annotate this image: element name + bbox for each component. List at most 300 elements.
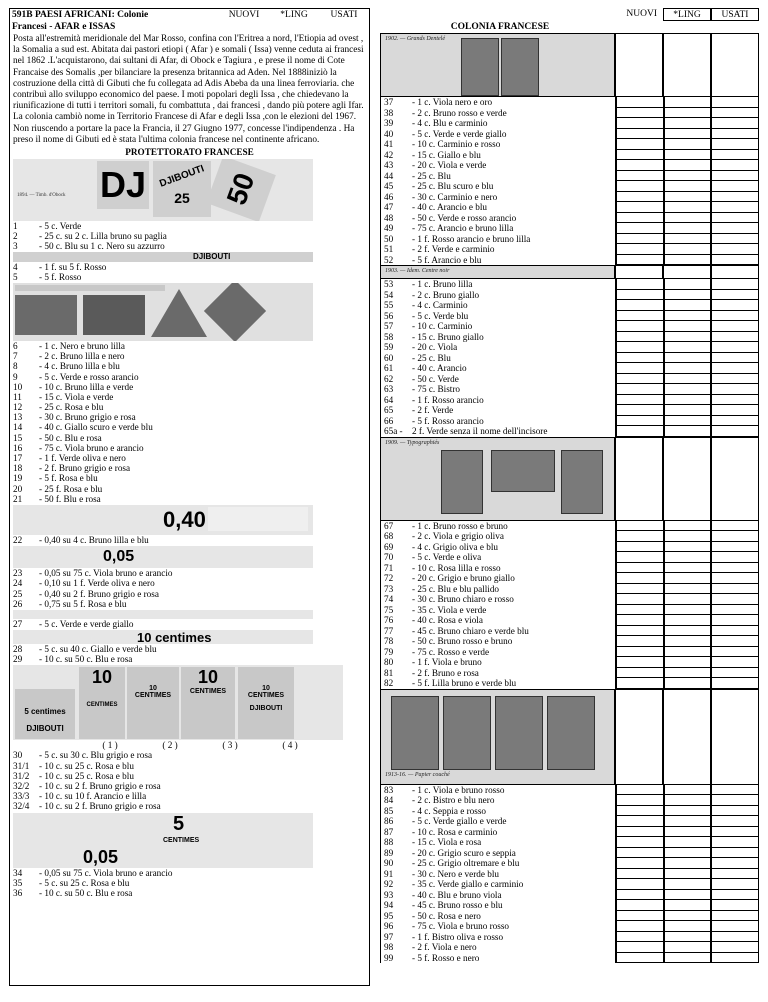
cell-nuovi[interactable] bbox=[616, 332, 664, 343]
cell-ling[interactable] bbox=[664, 816, 712, 827]
cell-ling[interactable] bbox=[664, 858, 712, 869]
cell-ling[interactable] bbox=[664, 374, 712, 385]
item-number: 86 bbox=[384, 816, 394, 826]
cell-usati[interactable] bbox=[711, 636, 759, 647]
cell-ling[interactable] bbox=[664, 171, 712, 182]
cell-usati[interactable] bbox=[711, 244, 759, 255]
cell-ling[interactable] bbox=[664, 395, 712, 406]
cell-usati[interactable] bbox=[711, 139, 759, 150]
cell-ling[interactable] bbox=[664, 192, 712, 203]
cell-nuovi[interactable] bbox=[616, 879, 664, 890]
cell-usati[interactable] bbox=[711, 932, 759, 943]
cell-usati[interactable] bbox=[711, 531, 759, 542]
cell-nuovi[interactable] bbox=[616, 290, 664, 301]
r-image-3: 1909. — Typographiés bbox=[380, 437, 759, 521]
cell-usati[interactable] bbox=[711, 542, 759, 553]
cell-usati[interactable] bbox=[711, 108, 759, 119]
cell-nuovi[interactable] bbox=[616, 953, 664, 964]
col-usati: USATI bbox=[330, 10, 358, 20]
cell-ling[interactable] bbox=[664, 521, 712, 532]
cell-usati[interactable] bbox=[711, 806, 759, 817]
table-row bbox=[380, 563, 759, 574]
cell-ling[interactable] bbox=[664, 129, 712, 140]
cell-nuovi[interactable] bbox=[616, 636, 664, 647]
cell-ling[interactable] bbox=[664, 552, 712, 563]
cell-ling[interactable] bbox=[664, 827, 712, 838]
cell-usati[interactable] bbox=[711, 321, 759, 332]
cell-usati[interactable] bbox=[711, 615, 759, 626]
item-number: 32/2 bbox=[13, 781, 30, 792]
cell-nuovi[interactable] bbox=[616, 932, 664, 943]
cell-nuovi[interactable] bbox=[616, 584, 664, 595]
item-description: - 20 c. Viola e verde bbox=[412, 160, 487, 170]
item-number: 1 bbox=[13, 221, 18, 232]
cell-usati[interactable] bbox=[711, 234, 759, 245]
item-number: 93 bbox=[384, 889, 394, 900]
cell-nuovi[interactable] bbox=[616, 552, 664, 563]
cell-usati[interactable] bbox=[711, 300, 759, 311]
table-row bbox=[380, 785, 759, 796]
cell-ling[interactable] bbox=[664, 118, 712, 129]
cell-ling[interactable] bbox=[664, 647, 712, 658]
cell-usati[interactable] bbox=[711, 911, 759, 922]
cell-ling[interactable] bbox=[664, 785, 712, 796]
cell-usati[interactable] bbox=[711, 363, 759, 374]
cell-ling[interactable] bbox=[664, 531, 712, 542]
cell-ling[interactable] bbox=[664, 108, 712, 119]
cell-nuovi[interactable] bbox=[616, 827, 664, 838]
table-row bbox=[380, 531, 759, 542]
cell-nuovi[interactable] bbox=[616, 181, 664, 192]
table-row bbox=[380, 321, 759, 332]
cell-nuovi[interactable] bbox=[616, 900, 664, 911]
item-number: 9 bbox=[13, 371, 18, 382]
cell-usati[interactable] bbox=[711, 953, 759, 964]
list-item bbox=[10, 578, 369, 588]
cell-ling[interactable] bbox=[664, 932, 712, 943]
item-description: - 40 c. Rosa e viola bbox=[412, 615, 483, 625]
item-description: - 25 c. Blu scuro e blu bbox=[412, 181, 494, 191]
cell-ling[interactable] bbox=[664, 626, 712, 637]
item-number: 74 bbox=[384, 594, 394, 604]
cell-ling[interactable] bbox=[664, 668, 712, 679]
item-description: - 2 f. Verde bbox=[412, 405, 454, 415]
cell-nuovi[interactable] bbox=[616, 97, 664, 108]
cell-nuovi[interactable] bbox=[616, 890, 664, 901]
cell-ling[interactable] bbox=[664, 150, 712, 161]
table-row bbox=[380, 911, 759, 922]
cell-nuovi[interactable] bbox=[616, 521, 664, 532]
cell-usati[interactable] bbox=[711, 678, 759, 689]
table-row bbox=[380, 171, 759, 182]
cell-nuovi[interactable] bbox=[616, 129, 664, 140]
cell-usati[interactable] bbox=[711, 160, 759, 171]
cell-nuovi[interactable] bbox=[616, 139, 664, 150]
list-item bbox=[10, 750, 369, 760]
cell-nuovi[interactable] bbox=[616, 311, 664, 322]
cell-ling[interactable] bbox=[664, 636, 712, 647]
cell-nuovi[interactable] bbox=[616, 615, 664, 626]
item-number: 94 bbox=[384, 900, 394, 910]
cell-ling[interactable] bbox=[664, 332, 712, 343]
cell-usati[interactable] bbox=[711, 858, 759, 869]
cell-usati[interactable] bbox=[711, 626, 759, 637]
cell-usati[interactable] bbox=[711, 213, 759, 224]
cell-usati[interactable] bbox=[711, 785, 759, 796]
group-8 bbox=[10, 750, 369, 811]
item-description: - 50 f. Blu e rosa bbox=[39, 493, 101, 504]
cell-ling[interactable] bbox=[664, 563, 712, 574]
cell-nuovi[interactable] bbox=[616, 353, 664, 364]
item-number: 23 bbox=[13, 568, 23, 579]
table-row bbox=[380, 795, 759, 806]
cell-ling[interactable] bbox=[664, 605, 712, 616]
cell-usati[interactable] bbox=[711, 342, 759, 353]
cell-nuovi[interactable] bbox=[616, 426, 664, 437]
table-row bbox=[380, 405, 759, 416]
cell-usati[interactable] bbox=[711, 223, 759, 234]
cell-usati[interactable] bbox=[711, 384, 759, 395]
table-row bbox=[380, 108, 759, 119]
list-item bbox=[10, 241, 369, 251]
cell-nuovi[interactable] bbox=[616, 647, 664, 658]
cell-nuovi[interactable] bbox=[616, 321, 664, 332]
item-number: 40 bbox=[384, 128, 394, 139]
cell-usati[interactable] bbox=[711, 848, 759, 859]
cell-ling[interactable] bbox=[664, 363, 712, 374]
cell-usati[interactable] bbox=[711, 837, 759, 848]
cell-ling[interactable] bbox=[664, 181, 712, 192]
cell-usati[interactable] bbox=[711, 869, 759, 880]
stamp-triangle bbox=[151, 289, 207, 337]
cell-nuovi[interactable] bbox=[616, 202, 664, 213]
right-header bbox=[380, 8, 759, 21]
table-row bbox=[380, 139, 759, 150]
table-row bbox=[380, 636, 759, 647]
cell-ling[interactable] bbox=[664, 542, 712, 553]
cell-ling[interactable] bbox=[664, 890, 712, 901]
cell-usati[interactable] bbox=[711, 353, 759, 364]
list-item bbox=[10, 361, 369, 371]
item-number: 6 bbox=[13, 340, 18, 351]
cell-ling[interactable] bbox=[664, 921, 712, 932]
cell-nuovi[interactable] bbox=[616, 657, 664, 668]
cell-ling[interactable] bbox=[664, 900, 712, 911]
cell-ling[interactable] bbox=[664, 615, 712, 626]
cell-nuovi[interactable] bbox=[616, 795, 664, 806]
cell-usati[interactable] bbox=[711, 890, 759, 901]
cell-ling[interactable] bbox=[664, 848, 712, 859]
cell-ling[interactable] bbox=[664, 255, 712, 266]
table-row bbox=[380, 521, 759, 532]
cell-ling[interactable] bbox=[664, 353, 712, 364]
item-description: - 4 c. Blu e carminio bbox=[412, 118, 488, 128]
cell-usati[interactable] bbox=[711, 573, 759, 584]
item-description: - 10 c. su 25 c. Rosa e blu bbox=[39, 760, 134, 771]
item-description: - 75 c. Viola bruno e arancio bbox=[39, 442, 144, 453]
cell-ling[interactable] bbox=[664, 139, 712, 150]
item-number: 51 bbox=[384, 244, 394, 254]
cell-nuovi[interactable] bbox=[616, 594, 664, 605]
cell-nuovi[interactable] bbox=[616, 806, 664, 817]
cell-usati[interactable] bbox=[711, 552, 759, 563]
table-row bbox=[380, 626, 759, 637]
cell-usati[interactable] bbox=[711, 900, 759, 911]
item-description: - 10 c. su 25 c. Rosa e blu bbox=[39, 770, 134, 781]
table-row bbox=[380, 869, 759, 880]
cell-nuovi[interactable] bbox=[616, 605, 664, 616]
cell-usati[interactable] bbox=[711, 255, 759, 266]
item-description: - 10 c. Carminio e rosso bbox=[412, 139, 501, 149]
cell-ling[interactable] bbox=[664, 806, 712, 817]
cell-ling[interactable] bbox=[664, 97, 712, 108]
item-number: 54 bbox=[384, 289, 394, 300]
cell-nuovi[interactable] bbox=[616, 416, 664, 427]
cell-nuovi[interactable] bbox=[616, 395, 664, 406]
group-6 bbox=[10, 619, 369, 629]
cell-usati[interactable] bbox=[711, 118, 759, 129]
table-row bbox=[380, 942, 759, 953]
cell-ling[interactable] bbox=[664, 869, 712, 880]
cell-usati[interactable] bbox=[711, 657, 759, 668]
item-description: - 15 c. Bruno giallo bbox=[412, 331, 484, 342]
cell-nuovi[interactable] bbox=[616, 785, 664, 796]
cell-ling[interactable] bbox=[664, 213, 712, 224]
cell-nuovi[interactable] bbox=[616, 668, 664, 679]
overprint-djibouti-25: DJIBOUTI 25 bbox=[153, 161, 211, 217]
cell-ling[interactable] bbox=[664, 279, 712, 290]
cell-nuovi[interactable] bbox=[616, 118, 664, 129]
item-description: - 2 f. Bruno e rosa bbox=[412, 667, 479, 678]
cell-usati[interactable] bbox=[711, 795, 759, 806]
cell-usati[interactable] bbox=[711, 816, 759, 827]
list-item bbox=[10, 351, 369, 361]
list-item bbox=[10, 535, 369, 545]
cell-usati[interactable] bbox=[711, 181, 759, 192]
table-row bbox=[380, 879, 759, 890]
cell-ling[interactable] bbox=[664, 290, 712, 301]
cell-ling[interactable] bbox=[664, 300, 712, 311]
cell-nuovi[interactable] bbox=[616, 911, 664, 922]
item-description: - 10 c. su 50 c. Blu e rosa bbox=[39, 887, 133, 898]
cell-nuovi[interactable] bbox=[616, 108, 664, 119]
item-description: - 2 f. Bruno grigio e rosa bbox=[39, 463, 131, 474]
cell-ling[interactable] bbox=[664, 678, 712, 689]
list-item bbox=[10, 654, 369, 664]
cell-usati[interactable] bbox=[711, 521, 759, 532]
list-item bbox=[10, 433, 369, 443]
cell-ling[interactable] bbox=[664, 342, 712, 353]
cell-nuovi[interactable] bbox=[616, 300, 664, 311]
cell-ling[interactable] bbox=[664, 837, 712, 848]
cell-usati[interactable] bbox=[711, 647, 759, 658]
table-row bbox=[380, 932, 759, 943]
cell-usati[interactable] bbox=[711, 584, 759, 595]
item-description: - 50 c. Verde bbox=[412, 373, 459, 384]
cell-nuovi[interactable] bbox=[616, 223, 664, 234]
item-number: 77 bbox=[384, 625, 394, 636]
item-number: 84 bbox=[384, 795, 394, 805]
cell-usati[interactable] bbox=[711, 563, 759, 574]
cell-nuovi[interactable] bbox=[616, 213, 664, 224]
colonia-heading: COLONIA FRANCESE bbox=[450, 22, 550, 32]
cell-ling[interactable] bbox=[664, 657, 712, 668]
cell-nuovi[interactable] bbox=[616, 363, 664, 374]
item-number: 27 bbox=[13, 618, 23, 629]
page-subtitle: Francesi - AFAR e ISSAS bbox=[12, 22, 116, 32]
cell-nuovi[interactable] bbox=[616, 244, 664, 255]
cell-usati[interactable] bbox=[711, 202, 759, 213]
cell-usati[interactable] bbox=[711, 416, 759, 427]
item-number: 98 bbox=[384, 942, 394, 952]
item-description: - 1 f. su 5 f. Rosso bbox=[39, 261, 107, 272]
stamp-image-strip-1: DJIBOUTI bbox=[13, 252, 313, 262]
cell-nuovi[interactable] bbox=[616, 279, 664, 290]
cell-nuovi[interactable] bbox=[616, 342, 664, 353]
cell-usati[interactable] bbox=[711, 921, 759, 932]
item-description: - 5 f. Rosa e blu bbox=[39, 473, 98, 484]
item-number: 13 bbox=[13, 412, 23, 423]
item-description: - 25 c. su 2 c. Lilla bruno su paglia bbox=[39, 231, 167, 242]
cell-ling[interactable] bbox=[664, 942, 712, 953]
cell-nuovi[interactable] bbox=[616, 150, 664, 161]
item-description: - 30 c. Carminio e nero bbox=[412, 191, 498, 202]
item-description: - 75 c. Viola e bruno rosso bbox=[412, 921, 510, 931]
cell-nuovi[interactable] bbox=[616, 192, 664, 203]
item-description: - 1 c. Bruno rosso e bruno bbox=[412, 520, 508, 531]
cell-ling[interactable] bbox=[664, 384, 712, 395]
cell-usati[interactable] bbox=[711, 426, 759, 437]
item-description: - 10 c. Rosa lilla e rosso bbox=[412, 562, 501, 573]
cell-nuovi[interactable] bbox=[616, 160, 664, 171]
table-row bbox=[380, 97, 759, 108]
cell-ling[interactable] bbox=[664, 223, 712, 234]
cell-usati[interactable] bbox=[711, 311, 759, 322]
item-description: - 15 c. Viola e verde bbox=[39, 391, 114, 402]
cell-usati[interactable] bbox=[711, 129, 759, 140]
cell-nuovi[interactable] bbox=[616, 384, 664, 395]
cell-nuovi[interactable] bbox=[616, 573, 664, 584]
item-number: 60 bbox=[384, 352, 394, 363]
item-number: 67 bbox=[384, 520, 394, 531]
cell-ling[interactable] bbox=[664, 584, 712, 595]
cell-ling[interactable] bbox=[664, 426, 712, 437]
cell-usati[interactable] bbox=[711, 942, 759, 953]
r-group-4 bbox=[380, 785, 759, 964]
cell-ling[interactable] bbox=[664, 795, 712, 806]
item-description: - 1 c. Nero e bruno lilla bbox=[39, 340, 125, 351]
item-description: - 75 c. Rosso e verde bbox=[412, 646, 490, 657]
item-description: - 25 c. Blu bbox=[412, 352, 451, 363]
item-description: - 1 c. Viola nero e oro bbox=[412, 97, 493, 107]
cell-usati[interactable] bbox=[711, 97, 759, 108]
page-title: 591B PAESI AFRICANI: Colonie bbox=[12, 10, 149, 20]
cell-nuovi[interactable] bbox=[616, 626, 664, 637]
table-row bbox=[380, 890, 759, 901]
cell-usati[interactable] bbox=[711, 668, 759, 679]
cell-usati[interactable] bbox=[711, 171, 759, 182]
item-description: - 50 c. Blu e rosa bbox=[39, 432, 102, 443]
cell-ling[interactable] bbox=[664, 911, 712, 922]
cell-ling[interactable] bbox=[664, 234, 712, 245]
cell-ling[interactable] bbox=[664, 416, 712, 427]
cell-nuovi[interactable] bbox=[616, 171, 664, 182]
item-description: 2 f. Verde senza il nome dell'incisore bbox=[412, 426, 548, 436]
item-description: - 0,05 su 75 c. Viola bruno e arancio bbox=[39, 867, 173, 878]
item-number: 62 bbox=[384, 373, 394, 384]
item-number: 63 bbox=[384, 384, 394, 394]
cell-nuovi[interactable] bbox=[616, 542, 664, 553]
item-description: - 30 c. Bruno chiaro e rosso bbox=[412, 594, 514, 604]
r-col-usati: USATI bbox=[711, 8, 759, 21]
item-description: - 40 c. Arancio e blu bbox=[412, 202, 488, 212]
cell-usati[interactable] bbox=[711, 879, 759, 890]
cell-nuovi[interactable] bbox=[616, 921, 664, 932]
col-ling: *LING bbox=[280, 10, 308, 20]
cell-usati[interactable] bbox=[711, 605, 759, 616]
item-number: 26 bbox=[13, 598, 23, 609]
item-description: - 1 f. Bistro oliva e rosso bbox=[412, 931, 504, 942]
cell-usati[interactable] bbox=[711, 405, 759, 416]
image-caption: 1894. — Timb. d'Obock bbox=[17, 193, 66, 199]
table-row bbox=[380, 678, 759, 689]
cell-nuovi[interactable] bbox=[616, 816, 664, 827]
cell-ling[interactable] bbox=[664, 244, 712, 255]
cell-usati[interactable] bbox=[711, 594, 759, 605]
cell-ling[interactable] bbox=[664, 160, 712, 171]
cell-usati[interactable] bbox=[711, 290, 759, 301]
cell-nuovi[interactable] bbox=[616, 848, 664, 859]
cell-nuovi[interactable] bbox=[616, 374, 664, 385]
cell-ling[interactable] bbox=[664, 202, 712, 213]
item-description: - 45 c. Bruno rosso e blu bbox=[412, 900, 503, 910]
cell-ling[interactable] bbox=[664, 879, 712, 890]
cell-usati[interactable] bbox=[711, 279, 759, 290]
cell-usati[interactable] bbox=[711, 827, 759, 838]
cell-nuovi[interactable] bbox=[616, 405, 664, 416]
cell-usati[interactable] bbox=[711, 192, 759, 203]
item-description: - 20 c. Grigio scuro e seppia bbox=[412, 847, 516, 858]
cell-nuovi[interactable] bbox=[616, 942, 664, 953]
cell-ling[interactable] bbox=[664, 321, 712, 332]
item-description: - 30 c. Bruno grigio e rosa bbox=[39, 412, 136, 423]
cell-ling[interactable] bbox=[664, 573, 712, 584]
cell-nuovi[interactable] bbox=[616, 563, 664, 574]
r-image-2: 1903. — Idem. Centre noir bbox=[380, 265, 759, 279]
cell-usati[interactable] bbox=[711, 150, 759, 161]
r-col-ling: *LING bbox=[663, 8, 711, 21]
cell-usati[interactable] bbox=[711, 332, 759, 343]
cell-ling[interactable] bbox=[664, 594, 712, 605]
cell-usati[interactable] bbox=[711, 395, 759, 406]
item-description: - 5 c. su 25 c. Rosa e blu bbox=[39, 877, 130, 888]
item-description: - 15 c. Giallo e blu bbox=[412, 149, 481, 160]
cell-nuovi[interactable] bbox=[616, 869, 664, 880]
cell-nuovi[interactable] bbox=[616, 234, 664, 245]
cell-nuovi[interactable] bbox=[616, 678, 664, 689]
cell-ling[interactable] bbox=[664, 311, 712, 322]
cell-nuovi[interactable] bbox=[616, 858, 664, 869]
cell-usati[interactable] bbox=[711, 374, 759, 385]
cell-nuovi[interactable] bbox=[616, 255, 664, 266]
cell-ling[interactable] bbox=[664, 953, 712, 964]
cell-nuovi[interactable] bbox=[616, 837, 664, 848]
table-row bbox=[380, 311, 759, 322]
cell-ling[interactable] bbox=[664, 405, 712, 416]
cell-nuovi[interactable] bbox=[616, 531, 664, 542]
table-row bbox=[380, 816, 759, 827]
item-description: - 40 c. Arancio bbox=[412, 363, 467, 373]
